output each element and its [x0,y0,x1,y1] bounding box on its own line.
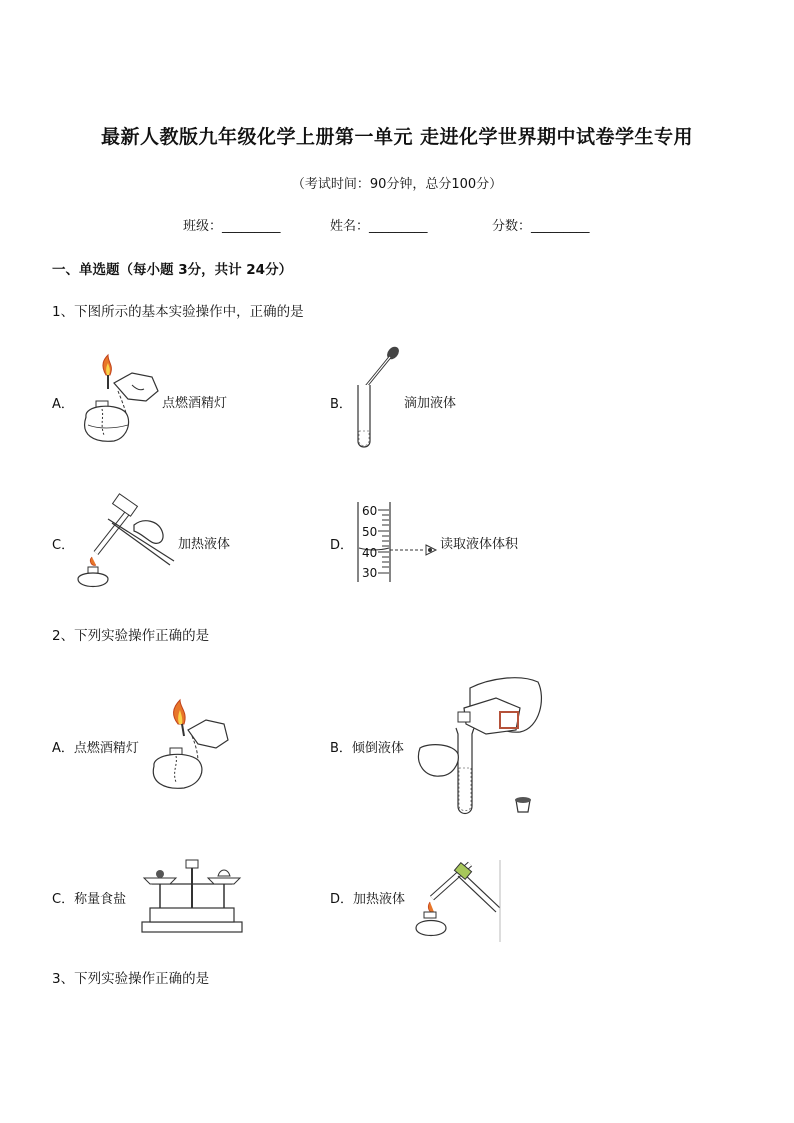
q1-option-c-letter[interactable]: C． [52,538,75,553]
question-2: 2、下列实验操作正确的是 [52,628,210,644]
q1-option-b-label: 滴加液体 [404,396,457,411]
q2-option-b[interactable]: B．倾倒液体 [330,741,404,756]
q1-option-d-label: 读取液体体积 [440,537,519,552]
exam-subtitle: （考试时间：90分钟，总分100分） [291,177,503,192]
q1-option-a-letter[interactable]: A． [52,397,74,412]
balance-scale-figure [138,858,246,934]
scale-tick-50: 50 [362,525,378,539]
question-3: 3、下列实验操作正确的是 [52,971,210,987]
question-1: 1、下图所示的基本实验操作中，正确的是 [52,304,304,320]
q1-option-d-letter[interactable]: D． [330,538,354,553]
heating-test-tube-figure [412,858,504,944]
q2-option-d[interactable]: D．加热液体 [330,892,406,907]
section-heading: 一、单选题（每小题 3分，共计 24分） [52,262,293,278]
scale-tick-60: 60 [362,504,378,518]
pouring-liquid-figure [400,668,550,818]
q2-option-a[interactable]: A．点燃酒精灯 [52,741,139,756]
class-field: 班级：_________ [183,219,281,234]
q1-option-c-label: 加热液体 [178,537,231,552]
exam-title: 最新人教版九年级化学上册第一单元 走进化学世界期中试卷学生专用 [100,126,694,148]
q1-option-b-letter[interactable]: B． [330,397,352,412]
scale-tick-30: 30 [362,566,378,580]
heating-liquid-figure [74,495,182,595]
q2-option-c[interactable]: C．称量食盐 [52,892,127,907]
dropper-test-tube-figure [350,345,402,450]
scale-tick-40: 40 [362,546,378,560]
score-field: 分数：_________ [492,219,590,234]
alcohol-lamp-figure-2 [146,700,230,792]
q1-option-a-label: 点燃酒精灯 [162,396,228,411]
alcohol-lamp-lighting-figure [74,355,166,450]
name-field: 姓名：_________ [330,219,428,234]
